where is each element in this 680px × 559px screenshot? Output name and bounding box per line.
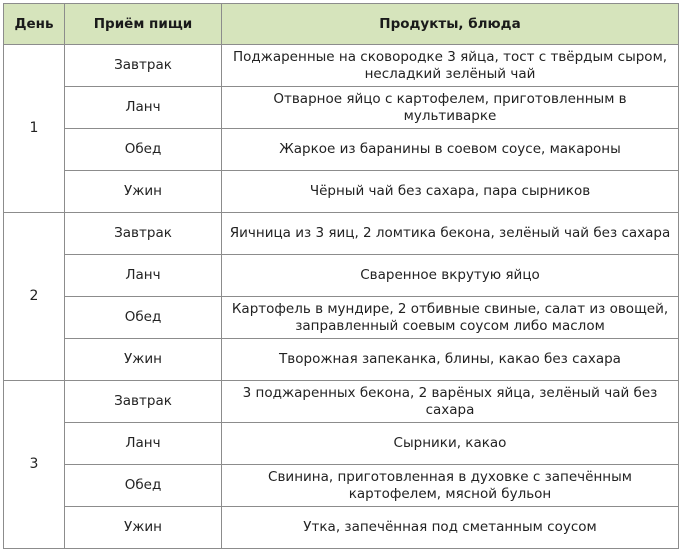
- meal-cell: Ланч: [65, 255, 222, 297]
- meal-cell: Ужин: [65, 171, 222, 213]
- dishes-cell: Сваренное вкрутую яйцо: [222, 255, 679, 297]
- meal-cell: Завтрак: [65, 45, 222, 87]
- dishes-cell: 3 поджаренных бекона, 2 варёных яйца, зелёный чай без сахара: [222, 381, 679, 423]
- dishes-cell: Поджаренные на сковородке 3 яйца, тост с твёрдым сыром, несладкий зелёный чай: [222, 45, 679, 87]
- dishes-cell: Картофель в мундире, 2 отбивные свиные, салат из овощей, заправленный соевым соусом либо маслом: [222, 297, 679, 339]
- meal-cell: Ланч: [65, 87, 222, 129]
- meal-cell: Обед: [65, 129, 222, 171]
- meal-cell: Завтрак: [65, 381, 222, 423]
- table-row: [4, 87, 679, 129]
- meal-cell: Ужин: [65, 339, 222, 381]
- table-row: [4, 339, 679, 381]
- table-row: [4, 171, 679, 213]
- table-row: [4, 45, 679, 87]
- header-dishes: Продукты, блюда: [222, 4, 679, 45]
- dishes-cell: Жаркое из баранины в соевом соусе, макароны: [222, 129, 679, 171]
- table-row: [4, 297, 679, 339]
- table-row: [4, 465, 679, 507]
- dishes-cell: Сырники, какао: [222, 423, 679, 465]
- meal-cell: Обед: [65, 297, 222, 339]
- dishes-cell: Отварное яйцо с картофелем, приготовленным в мультиварке: [222, 87, 679, 129]
- dishes-cell: Свинина, приготовленная в духовке с запечённым картофелем, мясной бульон: [222, 465, 679, 507]
- meal-cell: Завтрак: [65, 213, 222, 255]
- table-row: [4, 381, 679, 423]
- day-cell: 1: [4, 45, 65, 213]
- table-row: [4, 423, 679, 465]
- dishes-cell: Яичница из 3 яиц, 2 ломтика бекона, зелёный чай без сахара: [222, 213, 679, 255]
- table-row: [4, 507, 679, 549]
- dishes-cell: Утка, запечённая под сметанным соусом: [222, 507, 679, 549]
- meal-plan-table: [3, 3, 679, 549]
- table-row: [4, 213, 679, 255]
- day-cell: 2: [4, 213, 65, 381]
- table-row: [4, 255, 679, 297]
- meal-cell: Обед: [65, 465, 222, 507]
- table-row: [4, 129, 679, 171]
- meal-cell: Ланч: [65, 423, 222, 465]
- meal-cell: Ужин: [65, 507, 222, 549]
- header-row: [4, 4, 679, 45]
- header-meal: Приём пищи: [65, 4, 222, 45]
- day-cell: 3: [4, 381, 65, 549]
- dishes-cell: Чёрный чай без сахара, пара сырников: [222, 171, 679, 213]
- header-day: День: [4, 4, 65, 45]
- dishes-cell: Творожная запеканка, блины, какао без сахара: [222, 339, 679, 381]
